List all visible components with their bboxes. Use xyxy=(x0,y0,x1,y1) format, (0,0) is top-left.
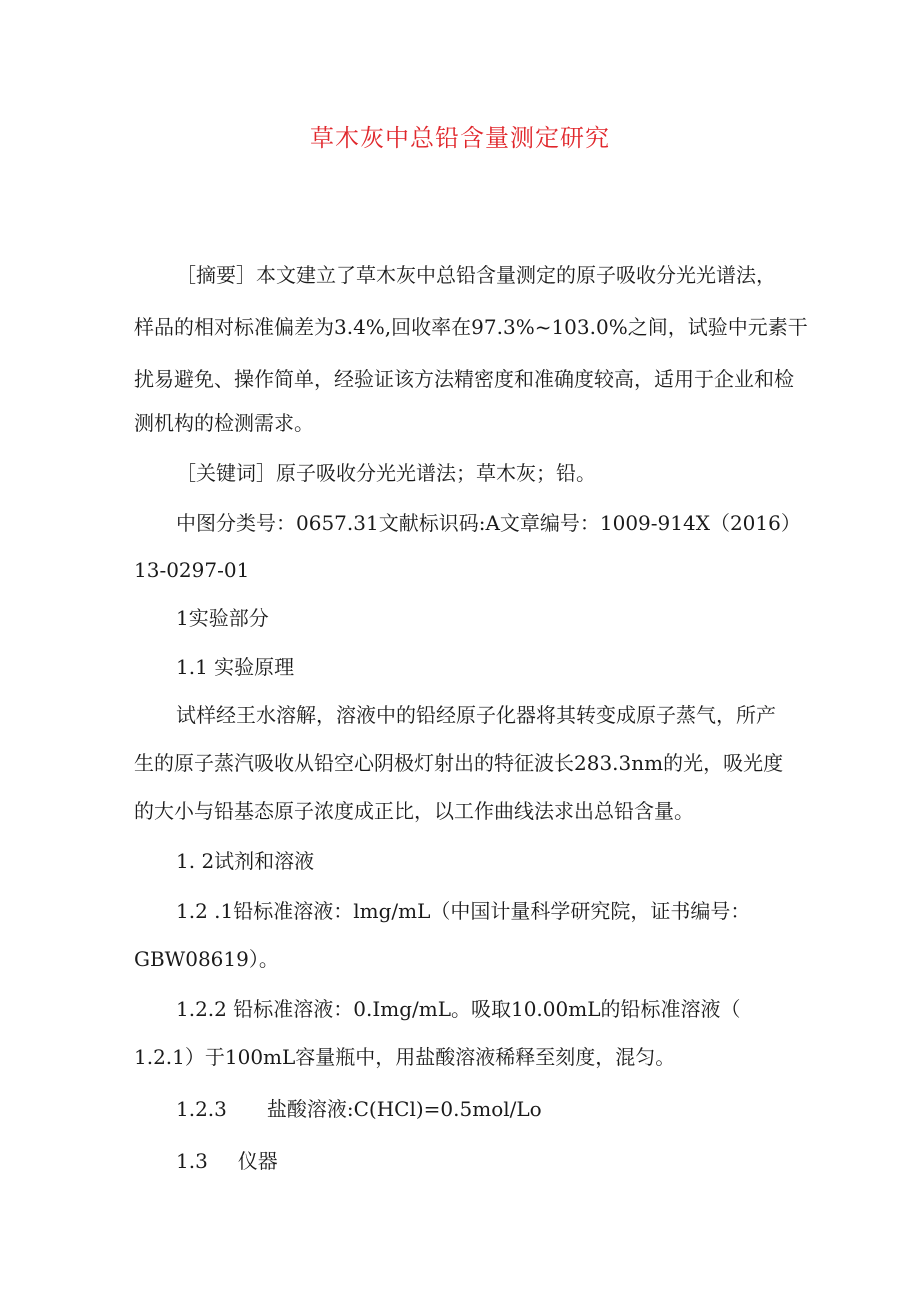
section-1-1-heading: 1.1 实验原理 xyxy=(176,655,295,679)
keywords: ［关键词］原子吸收分光光谱法；草木灰；铅。 xyxy=(176,461,596,485)
document-title: 草木灰中总铅含量测定研究 xyxy=(310,124,610,152)
abstract-line-1: ［摘要］本文建立了草木灰中总铅含量测定的原子吸收分光光谱法， xyxy=(176,263,776,287)
section-1-3-text: 仪器 xyxy=(237,1149,278,1173)
section-1-3-number: 1.3 xyxy=(176,1149,208,1173)
item-1-2-1-line-2: GBW08619）。 xyxy=(134,947,279,971)
classification-line-2: 13-0297-01 xyxy=(134,558,250,582)
item-1-2-3 xyxy=(176,1094,542,1124)
abstract-line-4: 测机构的检测需求。 xyxy=(134,411,314,435)
item-1-2-1-line-1: 1.2 .1铅标准溶液：lmg/mL（中国计量科学研究院，证书编号： xyxy=(176,899,751,923)
item-1-2-2-line-1: 1.2.2 铅标准溶液：0.Img/mL。吸取10.00mL的铅标准溶液（ xyxy=(176,997,741,1021)
section-1-heading: 1实验部分 xyxy=(176,606,269,630)
item-1-2-2-line-2: 1.2.1）于100mL容量瓶中，用盐酸溶液稀释至刻度，混匀。 xyxy=(134,1045,676,1069)
principle-line-1: 试样经王水溶解，溶液中的铅经原子化器将其转变成原子蒸气，所产 xyxy=(176,703,776,727)
classification-line-1: 中图分类号：0657.31文献标识码:A文章编号：1009-914X（2016） xyxy=(176,511,801,535)
section-1-3 xyxy=(176,1146,278,1176)
item-1-2-3-number: 1.2.3 xyxy=(176,1097,227,1121)
item-1-2-3-text: 盐酸溶液:C(HCl)=0.5mol/Lo xyxy=(266,1097,542,1121)
section-1-2-heading: 1. 2试剂和溶液 xyxy=(176,849,315,873)
abstract-line-2: 样品的相对标准偏差为3.4%,回收率在97.3%~103.0%之间，试验中元素干 xyxy=(134,315,808,339)
abstract-line-3: 扰易避免、操作简单，经验证该方法精密度和准确度较高，适用于企业和检 xyxy=(134,367,794,391)
principle-line-2: 生的原子蒸汽吸收从铅空心阴极灯射出的特征波长283.3nm的光，吸光度 xyxy=(134,751,784,775)
principle-line-3: 的大小与铅基态原子浓度成正比，以工作曲线法求出总铅含量。 xyxy=(134,799,694,823)
